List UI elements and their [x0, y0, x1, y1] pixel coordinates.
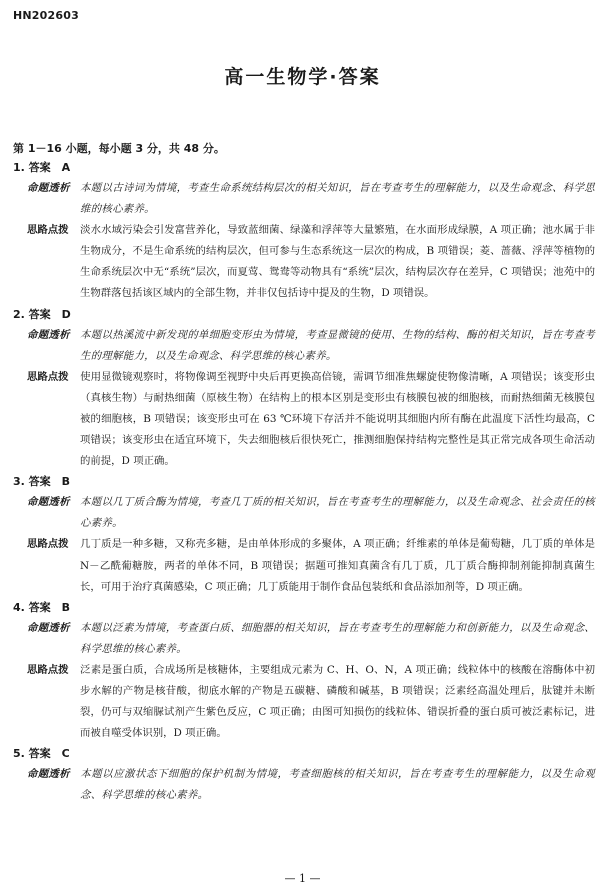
answer-item-4 [13, 598, 595, 745]
answer-heading: 4. 答案 B [13, 600, 71, 614]
answer-heading: 5. 答案 C [13, 747, 70, 761]
hint-label: 思路点拨 [27, 224, 69, 237]
answer-list [13, 158, 595, 806]
analysis-paragraph [27, 325, 595, 367]
analysis-paragraph [27, 618, 595, 660]
analysis-label: 命题透析 [27, 768, 70, 781]
analysis-label: 命题透析 [27, 182, 70, 194]
hint-label: 思路点拨 [27, 663, 69, 676]
hint-text: 泛素是蛋白质，合成场所是核糖体，主要组成元素为 C、H、O、N，A 项正确；线粒体中的核酸在溶酶体中初步水解的产物是核苷酸，彻底水解的产物是五碳糖、磷酸和碱基，B 项错误；泛素经高温处理后，肽键并未断裂，仍可与双缩脲试剂产生紫色反应，C 项正确；由图可知损伤的线粒体、错误折叠的蛋白质可被泛素标记，进而被自噬受体识别，D 项正确。 [80, 663, 595, 740]
hint-paragraph [27, 220, 595, 304]
analysis-label: 命题透析 [27, 328, 70, 341]
analysis-text: 本题以几丁质合酶为情境，考查几丁质的相关知识，旨在考查考生的理解能力，以及生命观念、社会责任的核心素养。 [80, 496, 595, 530]
hint-paragraph [27, 534, 595, 597]
answer-heading: 1. 答案 A [13, 161, 71, 174]
answer-item-3 [13, 472, 595, 597]
analysis-label: 命题透析 [27, 621, 70, 634]
page-title: 高一生物学·答案 [224, 66, 381, 88]
hint-paragraph [27, 660, 595, 744]
hint-paragraph [27, 367, 595, 472]
analysis-text: 本题以泛素为情境，考查蛋白质、细胞器的相关知识，旨在考查考生的理解能力和创新能力，以及生命观念、科学思维的核心素养。 [80, 621, 595, 655]
document-code: HN202603 [13, 9, 79, 22]
hint-label: 思路点拨 [27, 538, 69, 551]
analysis-text: 本题以热溪流中新发现的单细胞变形虫为情境，考查显微镜的使用、生物的结构、酶的相关知识，旨在考查考生的理解能力，以及生命观念、科学思维的核心素养。 [80, 328, 595, 362]
answer-item-2 [13, 305, 595, 473]
section-heading: 第 1－16 小题，每小题 3 分，共 48 分。 [13, 142, 225, 155]
analysis-text: 本题以古诗词为情境，考查生命系统结构层次的相关知识，旨在考查考生的理解能力，以及生命观念、科学思维的核心素养。 [80, 182, 595, 216]
analysis-paragraph [27, 178, 595, 220]
answer-item-1 [13, 158, 595, 305]
hint-text: 使用显微镜观察时，将物像调至视野中央后再更换高倍镜，需调节细准焦螺旋使物像清晰，A 项错误；该变形虫（真核生物）与耐热细菌（原核生物）在结构上的根本区别是变形虫有核膜包被的细胞核，而耐热细菌无核膜包被的细胞核，B 项错误；该变形虫可在 63 ℃环境下存活并不能说明其细胞内所有酶在此温度下活性均最高，C 项错误；该变形虫在适宜环境下，失去细胞核后很快死亡，推测细胞保持结构完整性是其正常完成各项生命活动的前提，D 项正确。 [80, 370, 595, 468]
answer-heading: 3. 答案 B [13, 475, 71, 489]
hint-label: 思路点拨 [27, 370, 69, 383]
analysis-text: 本题以应激状态下细胞的保护机制为情境，考查细胞核的相关知识，旨在考查考生的理解能力，以及生命观念、科学思维的核心素养。 [80, 768, 595, 802]
analysis-label: 命题透析 [27, 496, 70, 509]
analysis-paragraph [27, 492, 595, 534]
answer-item-5 [13, 744, 595, 806]
hint-text: 几丁质是一种多糖，又称壳多糖，是由单体形成的多聚体，A 项正确；纤维素的单体是葡萄糖，几丁质的单体是 N－乙酰葡糖胺，两者的单体不同，B 项错误；据题可推知真菌含有几丁质，几丁质合酶抑制剂能抑制真菌生长，可用于治疗真菌感染，C 项正确；几丁质能用于制作食品包装纸和食品添加剂等，D 项正确。 [80, 538, 595, 593]
answer-heading: 2. 答案 D [13, 307, 71, 321]
page-number: — 1 — [284, 872, 321, 885]
analysis-paragraph [27, 764, 595, 806]
hint-text: 淡水水域污染会引发富营养化，导致蓝细菌、绿藻和浮萍等大量繁殖，在水面形成绿膜，A 项正确；池水属于非生物成分，不是生命系统的结构层次，但可参与生态系统这一层次的构成，B 项错误；菱、蔷薇、浮萍等植物的生命系统层次中无“系统”层次，而夏莺、鸳鸯等动物具有“系统”层次，结构层次存在差异，C 项错误；池苑中的生物群落包括该区域内的全部生物，并非仅包括诗中提及的生物，D 项错误。 [80, 224, 595, 300]
